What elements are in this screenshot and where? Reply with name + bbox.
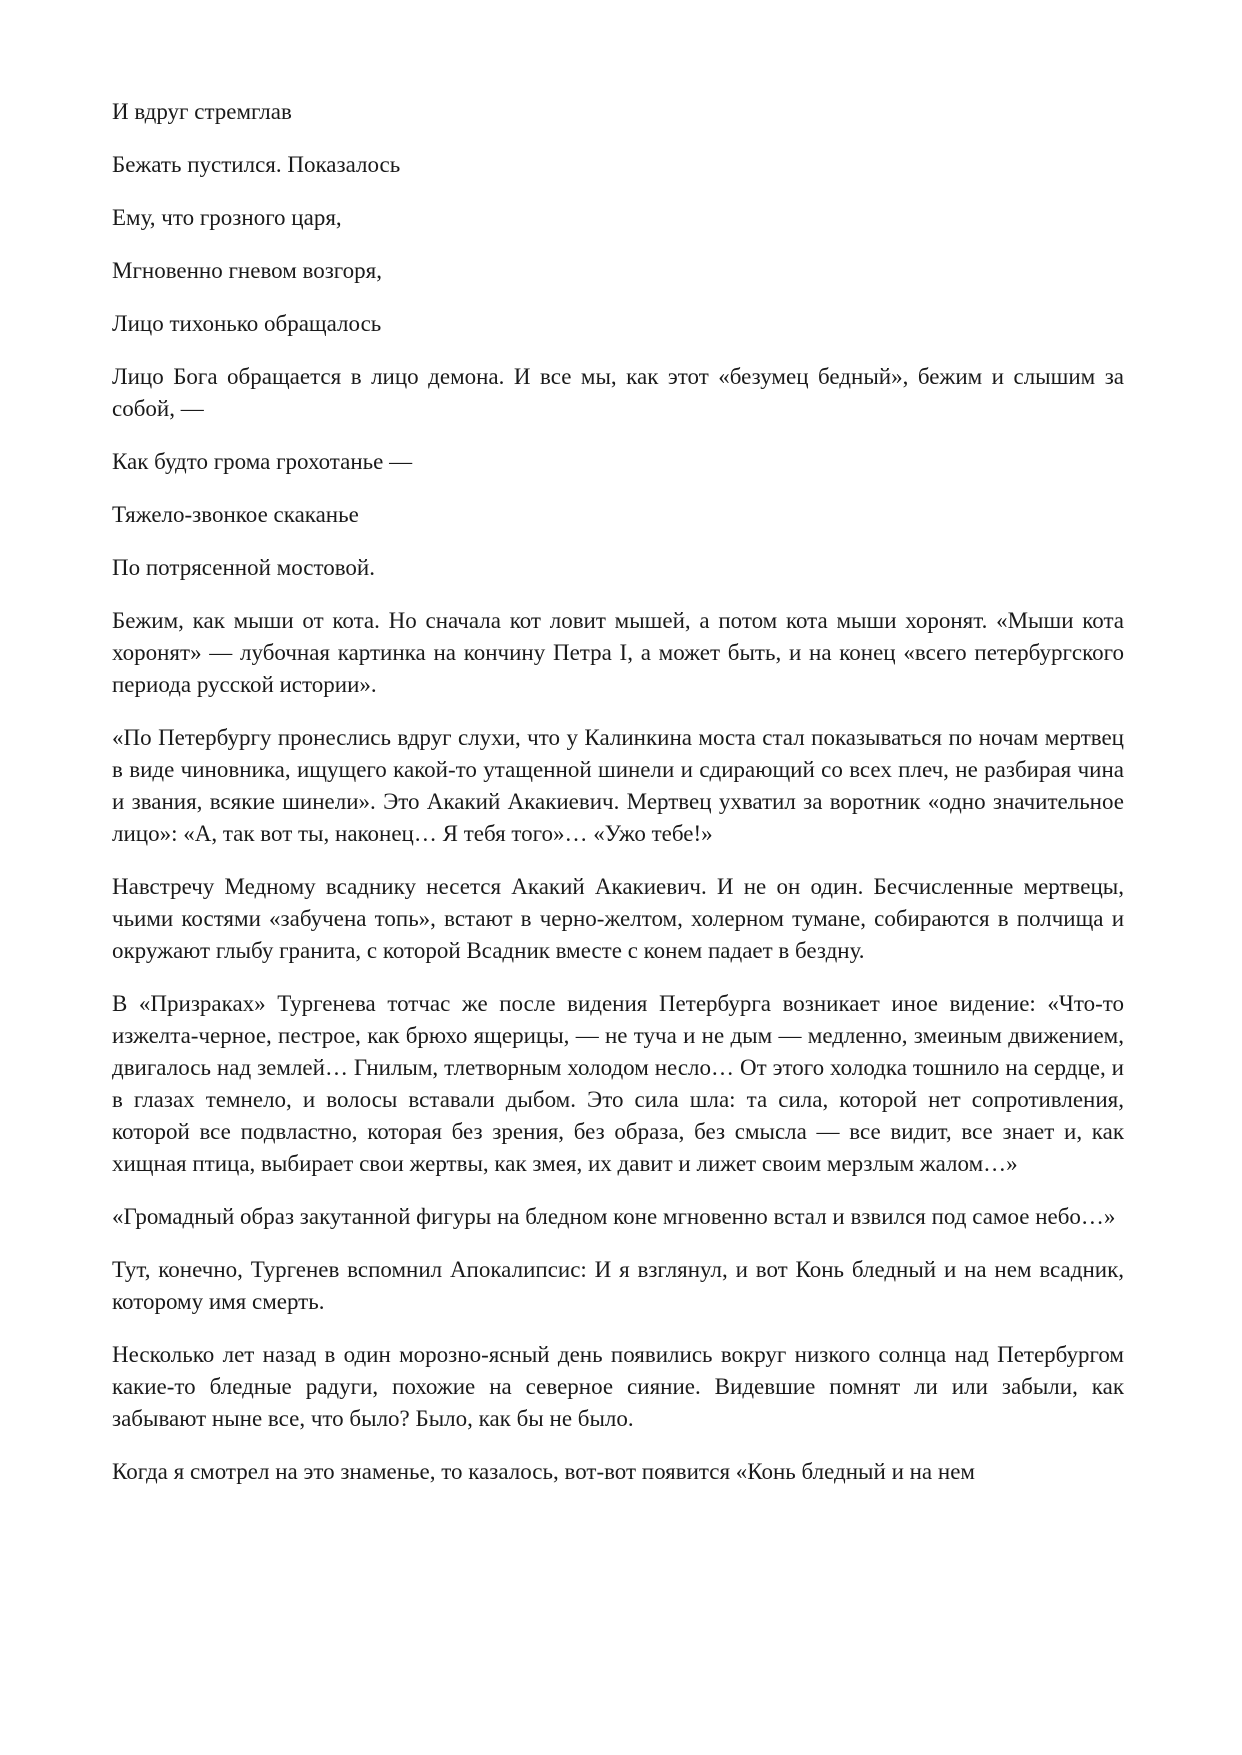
verse-line: По потрясенной мостовой. <box>112 555 375 580</box>
verse-line: Тяжело-звонкое скаканье <box>112 502 359 527</box>
body-paragraph: В «Призраках» Тургенева тотчас же после видения Петербурга возникает иное видение: «Что-то изжелта-черное, пестрое, как брюхо ящерицы, — не туча и не дым — медленно, змеиным движением, двигалось над землей… Гнилым, тлетворным холодом несло… От этого холодка тошнило на сердце, и в глазах темнело, и волосы вставали дыбом. Это сила шла: та сила, которой нет сопротивления, которой все подвластно, которая без зрения, без образа, без смысла — все видит, все знает и, как хищная птица, выбирает свои жертвы, как змея, их давит и лижет своим мерзлым жалом…» <box>112 991 1124 1176</box>
verse-line: Ему, что грозного царя, <box>112 205 342 230</box>
verse-line: Бежать пустился. Показалось <box>112 152 401 177</box>
body-paragraph: Когда я смотрел на это знаменье, то казалось, вот-вот появится «Конь бледный и на нем <box>112 1459 975 1484</box>
body-paragraph: Тут, конечно, Тургенев вспомнил Апокалипсис: И я взглянул, и вот Конь бледный и на нем всадник, которому имя смерть. <box>112 1257 1124 1314</box>
verse-line: Лицо тихонько обращалось <box>112 311 382 336</box>
verse-line: Мгновенно гневом возгоря, <box>112 258 382 283</box>
body-paragraph: Бежим, как мыши от кота. Но сначала кот ловит мышей, а потом кота мыши хоронят. «Мыши кота хоронят» — лубочная картинка на кончину Петра I, а может быть, и на конец «всего петербургского периода русской истории». <box>112 608 1124 697</box>
body-paragraph: Навстречу Медному всаднику несется Акакий Акакиевич. И не он один. Бесчисленные мертвецы, чьими костями «забучена топь», встают в черно-желтом, холерном тумане, собираются в полчища и окружают глыбу гранита, с которой Всадник вместе с конем падает в бездну. <box>112 874 1124 963</box>
verse-line: Как будто грома грохотанье — <box>112 449 413 474</box>
body-paragraph: Несколько лет назад в один морозно-ясный день появились вокруг низкого солнца над Петербургом какие-то бледные радуги, похожие на северное сияние. Видевшие помнят ли или забыли, как забывают ныне все, что было? Было, как бы не было. <box>112 1342 1124 1431</box>
body-paragraph: «Громадный образ закутанной фигуры на бледном коне мгновенно встал и взвился под самое небо…» <box>112 1204 1116 1229</box>
document-page <box>112 96 1124 1509</box>
body-paragraph: «По Петербургу пронеслись вдруг слухи, что у Калинкина моста стал показываться по ночам мертвец в виде чиновника, ищущего какой-то утащенной шинели и сдирающий со всех плеч, не разбирая чина и звания, всякие шинели». Это Акакий Акакиевич. Мертвец ухватил за воротник «одно значительное лицо»: «А, так вот ты, наконец… Я тебя того»… «Ужо тебе!» <box>112 725 1124 846</box>
verse-line: И вдруг стремглав <box>112 99 292 124</box>
body-paragraph: Лицо Бога обращается в лицо демона. И все мы, как этот «безумец бедный», бежим и слышим за собой, — <box>112 364 1124 421</box>
